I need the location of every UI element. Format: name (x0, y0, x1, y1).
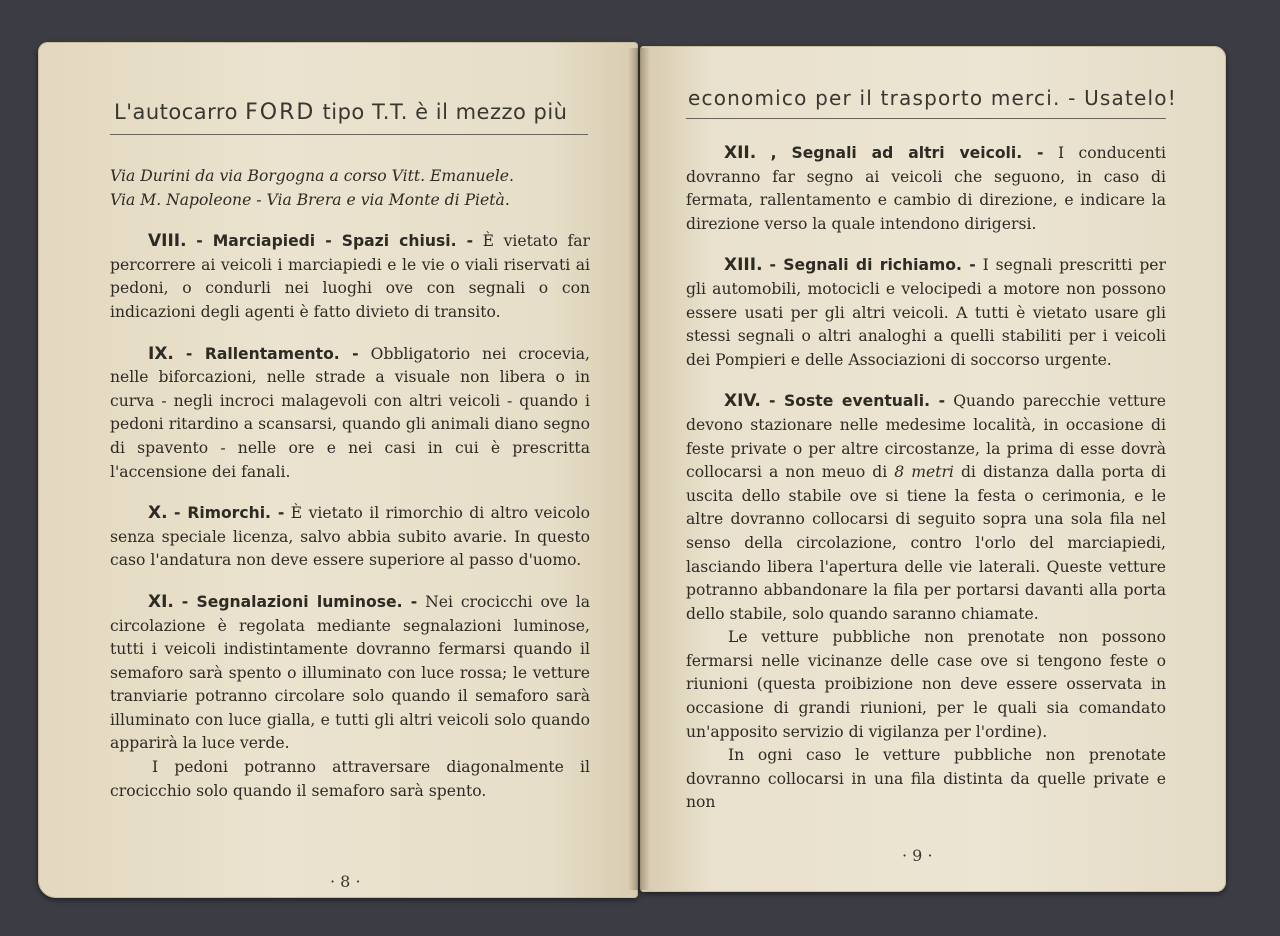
section-viii (110, 230, 590, 324)
intro-line-1: Via Durini da via Borgogna a corso Vitt. Emanuele. (110, 167, 514, 185)
intro-line-2: Via M. Napoleone - Via Brera e via Monte di Pietà. (110, 190, 510, 209)
right-running-header: economico per il trasporto merci. - Usatelo! (688, 86, 1177, 110)
section-xii-number: XII. (724, 143, 757, 163)
section-xiv-text-3: In ogni caso le vetture pubbliche non prenotate dovranno collocarsi in una fila distinta da quelle private e non (686, 746, 1166, 812)
section-xii-text: I conducenti dovranno far segno ai veicoli che seguono, in caso di fermata, rallentamento e cambio di direzione, e indicare la direzione verso la quale intendono dirigersi. (686, 144, 1166, 233)
section-xi-number: XI. (148, 591, 174, 612)
section-xii (686, 142, 1166, 236)
section-xi (110, 591, 590, 756)
section-xiii-title: - Segnali di richiamo. - (769, 256, 976, 275)
section-viii-title: - Marciapiedi - Spazi chiusi. - (196, 232, 474, 251)
section-x-text: È vietato il rimorchio di altro veicolo senza speciale licenza, salvo abbia subito avarie. In questo caso l'andatura non deve essere superiore al passo d'uomo. (110, 504, 590, 570)
section-xiv-text-2: Le vetture pubbliche non prenotate non possono fermarsi nelle vicinanze delle case ove si tengono feste o riunioni (questa proibizione non deve essere osservata in occasione di grandi riunioni, per le quali sia comandato un'apposito servizio di vigilanza per l'ordine). (686, 628, 1166, 741)
section-x-number: X. (148, 503, 168, 524)
section-viii-number: VIII. (148, 231, 187, 252)
section-xiii-text: I segnali prescritti per gli automobili, motocicli e velocipedi a motore non possono essere usati per gli altri veicoli. A tutti è vietato usare gli stessi segnali o altri analoghi a quelli stabiliti per i veicoli dei Pompieri e delle Associazioni di soccorso urgente. (686, 256, 1166, 369)
section-xiii-number: XIII. (724, 255, 763, 276)
section-ix-title: - Rallentamento. - (185, 344, 359, 363)
section-x-title: - Rimorchi. - (174, 504, 285, 523)
section-xiv-number: XIV. (724, 391, 761, 412)
left-text-column (110, 165, 590, 803)
section-ix-number: IX. (148, 343, 174, 364)
right-header-rule (686, 118, 1166, 119)
section-xi-title: - Segnalazioni luminose. - (181, 592, 418, 611)
right-page-number: · 9 · (902, 846, 933, 865)
left-header-rule (110, 134, 588, 135)
section-ix-text: Obbligatorio nei crocevia, nelle biforcazioni, nelle strade a visuale non libera o in curva - negli incroci malagevoli con altri veicoli - quando i pedoni ritardino a scansarsi, quando gli animali diano segno di spavento - nelle ore e nei casi in cui è prescritta l'accensione dei fanali. (110, 344, 590, 481)
header-brand: FORD (245, 100, 316, 125)
left-running-header (114, 100, 568, 125)
section-xiv-text-b: di distanza dalla porta di uscita dello stabile ove si tiene la festa o cerimonia, e le altre dovranno collocarsi di seguito sopra una sola fila nel senso della circolazione, contro l'orlo del marciapiedi, lasciando libera l'apertura delle vie laterali. Queste vetture potranno abbandonare la fila per portarsi davanti alla porta dello stabile, solo quando saranno chiamate. (686, 463, 1166, 623)
left-page-number: · 8 · (330, 872, 361, 891)
right-text-column (686, 142, 1166, 815)
book-spine (628, 48, 650, 890)
section-xiv-emphasis: 8 metri (894, 463, 954, 482)
section-xi-text: Nei crocicchi ove la circolazione è regolata mediante segnalazioni luminose, tutti i veicoli indistintamente dovranno fermarsi quando il semaforo sarà spento o illuminato con luce rossa; le vetture tranviarie potranno circolare solo quando il semaforo sarà illuminato con luce gialla, e tutti gli altri veicoli solo quando apparirà la luce verde. (110, 592, 590, 753)
section-xi-text-2: I pedoni potranno attraversare diagonalmente il crocicchio solo quando il semaforo sarà spento. (110, 758, 590, 800)
section-x (110, 502, 590, 573)
section-xiii (686, 254, 1166, 372)
header-prefix: L'autocarro (114, 100, 238, 124)
header-suffix: tipo T.T. è il mezzo più (322, 100, 568, 124)
section-xiv (686, 390, 1166, 626)
section-xiv-title: - Soste eventuali. - (768, 392, 946, 411)
section-viii-text: È vietato far percorrere ai veicoli i marciapiedi e le vie o viali riservati ai pedoni, o condurli nei luoghi ove con segnali o con indicazioni degli agenti è fatto divieto di transito. (110, 232, 590, 321)
section-ix (110, 343, 590, 485)
section-xiv-text-a: Quando parecchie vetture devono stazionare nelle medesime località, in occasione di feste private o per altre circostanze, la prima di esse dovrà collocarsi a non meuo di (686, 392, 1166, 482)
section-xii-title: , Segnali ad altri veicoli. - (770, 144, 1044, 162)
